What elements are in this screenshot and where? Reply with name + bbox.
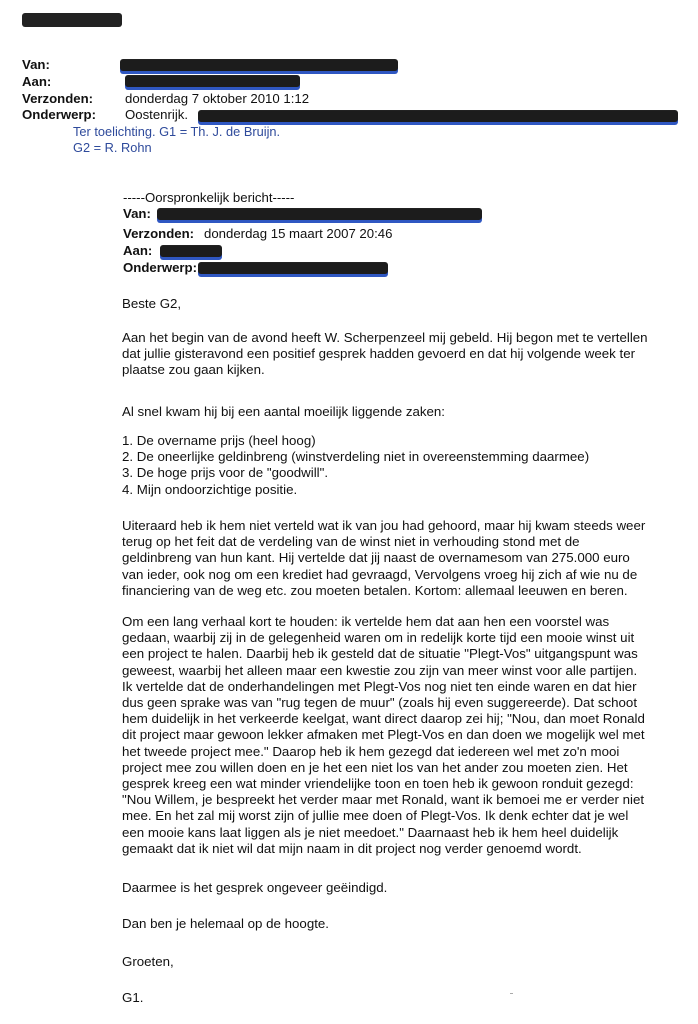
from-label: Van:	[22, 57, 50, 72]
list-item: 4. Mijn ondoorzichtige positie.	[122, 481, 298, 497]
to-label: Aan:	[22, 74, 52, 89]
issues-list	[122, 433, 696, 498]
letter-paragraph-3: Uiteraard heb ik hem niet verteld wat ik van jou had gehoord, maar hij kwam steeds weer terug op het feit dat de verdeling van de winst niet in verhouding stond met de geldinbreng van hun kant. Hij vertelde dat jij naast de overnamesom van 275.000 euro van ieder, ook nog om een krediet had gevraagd, Vervolgens vroeg hij zich af wie nu de financiering van de weg etc. zou moeten betalen. Kortom: allemaal leeuwen en beren.	[122, 518, 646, 598]
letter-paragraph-5: Daarmee is het gesprek ongeveer geëindigd.	[122, 880, 388, 895]
letter-paragraph-1: Aan het begin van de avond heeft W. Scherpenzeel mij gebeld. Hij begon met te vertellen dat jullie gisteravond een positief gesprek hadden gevoerd en dat hij volgende week ter plaatse zou gaan kijken.	[122, 330, 648, 378]
original-separator: -----Oorspronkelijk bericht-----	[123, 190, 295, 205]
sent-label: Verzonden:	[22, 91, 94, 106]
scan-speck	[510, 993, 513, 994]
redacted-orig-from	[157, 209, 482, 220]
annotation-line-1: Ter toelichting. G1 = Th. J. de Bruijn.	[73, 124, 281, 139]
orig-to-label: Aan:	[123, 243, 153, 258]
subject-label: Onderwerp:	[22, 107, 97, 122]
letter-paragraph-6: Dan ben je helemaal op de hoogte.	[122, 916, 329, 931]
letter-greeting: Beste G2,	[122, 296, 182, 311]
annotation-line-2: G2 = R. Rohn	[73, 140, 152, 155]
redacted-to	[125, 76, 300, 87]
sent-value: donderdag 7 oktober 2010 1:12	[125, 91, 310, 106]
list-item: 2. De oneerlijke geldinbreng (winstverdeling niet in overeenstemming daarmee)	[122, 449, 590, 465]
letter-paragraph-4: Om een lang verhaal kort te houden: ik vertelde hem dat aan hen een voorstel was gedaan, waarbij zij in de gelegenheid waren om in redelijk korte tijd een mooie winst uit een project te halen. Daarbij heb ik gesteld dat de situatie "Plegt-Vos" uitgangspunt was geweest, waarbij het alleen maar een kwestie zou zijn van meer winst voor alle partijen. Ik vertelde dat de onderhandelingen met Plegt-Vos nog niet ten einde waren en dat hier dus geen sprake was van "rug tegen de muur" (zoals hij even suggereerde). Dat schoot hem duidelijk in het verkeerde keelgat, want direct daarop zei hij; "Nou, dan moet Ronald dit project maar gewoon lekker afmaken met Plegt-Vos en dan doen we mogelijk wel met het tweede project mee." Daarop heb ik hem gezegd dat iedereen wel met zo'n mooi project mee zou willen doen en je het een niet los van het ander zou moeten zien. Het gesprek kreeg een wat minder vriendelijke toon en toen heb ik gewoon ronduit gezegd: "Nou Willem, je bespreekt het verder maar met Ronald, want ik bemoei me er verder niet mee. En het zal mij worst zijn of jullie mee doen of Plegt-Vos. Ik denk echter dat je wel een mooie kans laat liggen als je niet meedoet." Daarnaast heb ik hem heel duidelijk gemaakt dat ik niet wil dat mijn naam in dit project nog verder genoemd wordt.	[122, 614, 645, 856]
list-item: 1. De overname prijs (heel hoog)	[122, 433, 316, 448]
letter-signature: G1.	[122, 990, 144, 1005]
redacted-orig-to	[160, 246, 222, 257]
orig-sent-value: donderdag 15 maart 2007 20:46	[204, 226, 393, 241]
letter-closing: Groeten,	[122, 954, 174, 969]
redacted-from	[120, 60, 398, 71]
redacted-orig-subject	[198, 263, 388, 274]
redacted-sender-name	[22, 13, 122, 27]
list-item: 3. De hoge prijs voor de "goodwill".	[122, 465, 329, 481]
redacted-subject	[198, 111, 678, 122]
orig-from-label: Van:	[123, 206, 151, 221]
letter-paragraph-2: Al snel kwam hij bij een aantal moeilijk liggende zaken:	[122, 404, 445, 419]
orig-sent-label: Verzonden:	[123, 226, 195, 241]
orig-subject-label: Onderwerp:	[123, 260, 198, 275]
subject-value: Oostenrijk.	[125, 107, 189, 122]
